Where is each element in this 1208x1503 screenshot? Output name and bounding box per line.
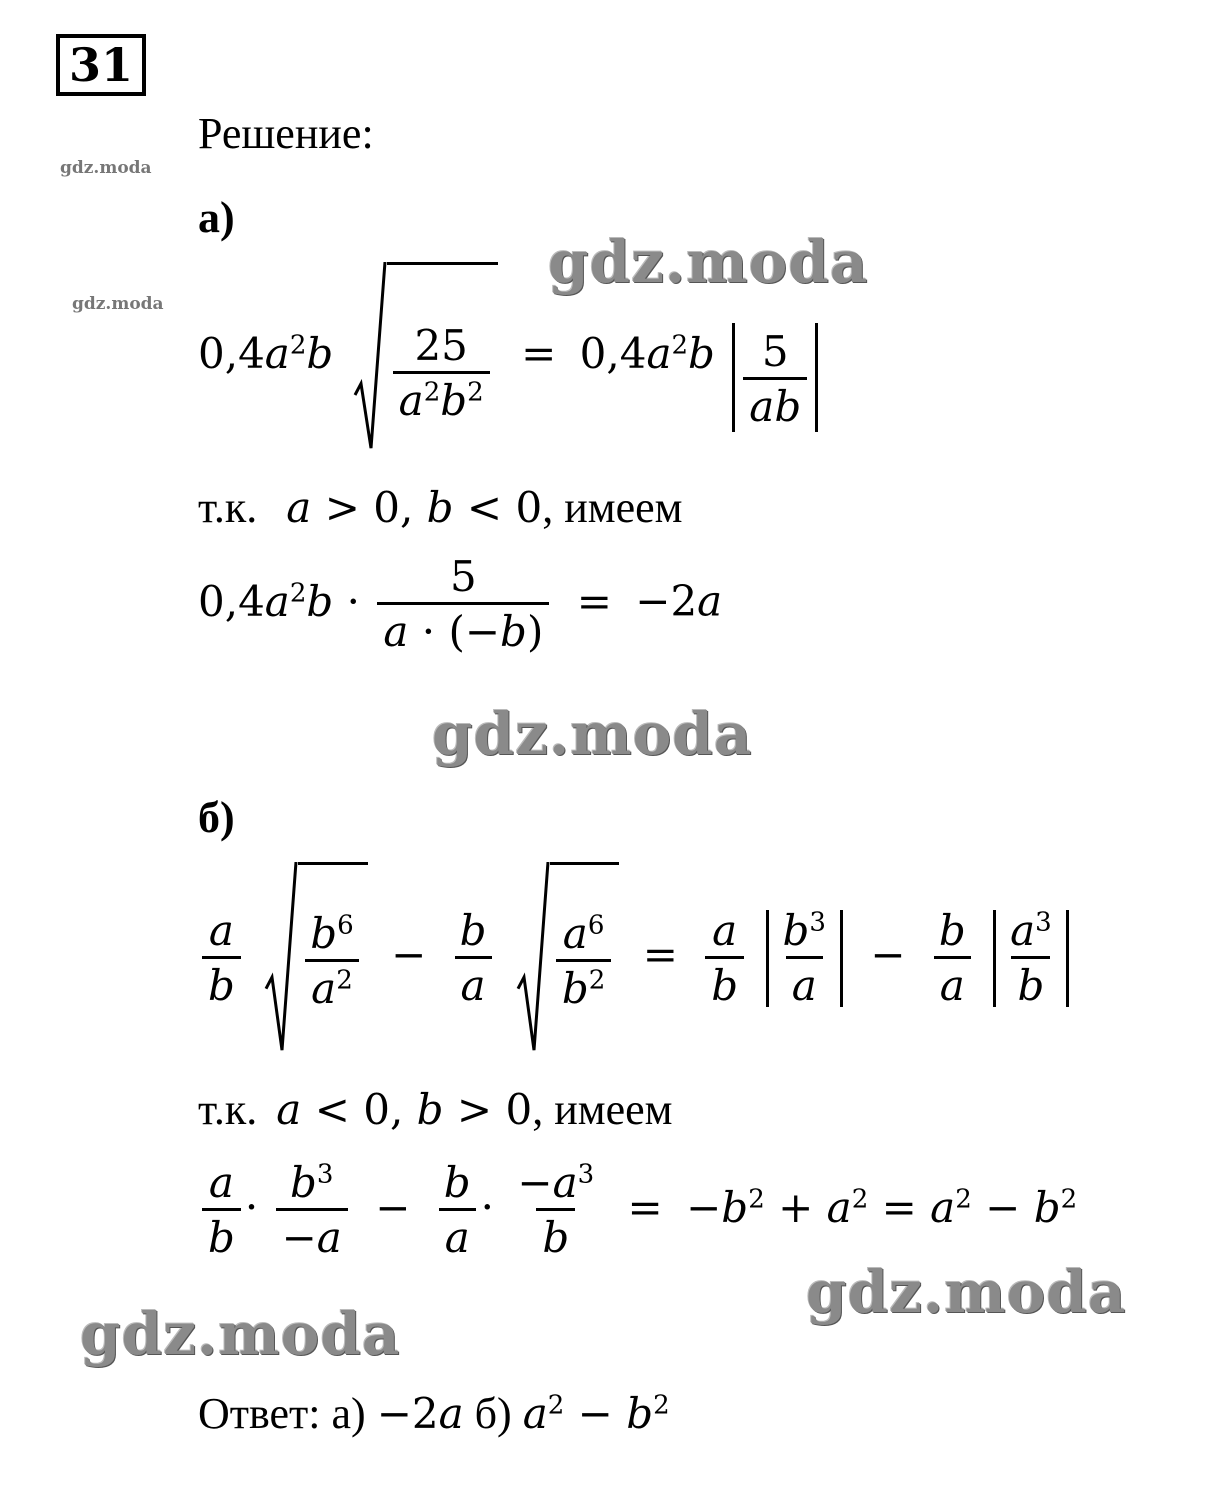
watermark-small-1: gdz.moda: [60, 158, 152, 178]
part-a-label: а): [198, 193, 235, 242]
problem-number: 31: [56, 34, 146, 96]
equation-b2: $\frac{a}{b}$ · $\frac{b^3}{-a}$ − $\frac{b}{a}$ · $\frac{-a^3}{b}$ = $-b^2 + a^2 = a^2 - b^2$: [198, 1162, 1077, 1259]
watermark-2: gdz.moda: [432, 700, 753, 768]
condition-a-suffix: , имеем: [542, 483, 683, 532]
condition-b-suffix: , имеем: [532, 1085, 673, 1134]
condition-a: т.к. a > 0, b < 0, имеем: [198, 483, 683, 532]
equation-a1: $0,4a^2b$ $\frac{25}{a^2b^2}$ = $0,4a^2b$ $\frac{5}{ab}$: [198, 262, 822, 452]
answer-a-value: −2: [376, 1389, 439, 1438]
condition-b-prefix: т.к.: [198, 1085, 258, 1134]
watermark-4: gdz.moda: [80, 1300, 401, 1368]
watermark-1: gdz.moda: [548, 228, 869, 296]
answer-b-label: б): [474, 1389, 512, 1438]
equation-b1: $\frac{a}{b}$ $\frac{b^6}{a^2}$ − $\frac{b}{a}$ $\frac{a^6}{b^2}$ = $\frac{a}{b}$ $\frac{b^3}{a}$ − $\frac{b}{a}$ $\frac{a^3}{b}$: [198, 862, 1073, 1054]
watermark-3: gdz.moda: [806, 1258, 1127, 1326]
equation-a2: $0,4a^2b$ · $\frac{5}{a \cdot (-b)}$ = −2a: [198, 552, 723, 656]
watermark-small-2: gdz.moda: [72, 294, 164, 314]
condition-a-prefix: т.к.: [198, 483, 258, 532]
answer: Ответ: а) −2a б) $a^2 - b^2$: [198, 1389, 670, 1438]
part-b-label: б): [198, 793, 235, 842]
solution-heading: Решение:: [198, 109, 374, 158]
condition-b: т.к. a < 0, b > 0, имеем: [198, 1085, 673, 1134]
answer-label: Ответ: а): [198, 1389, 366, 1438]
